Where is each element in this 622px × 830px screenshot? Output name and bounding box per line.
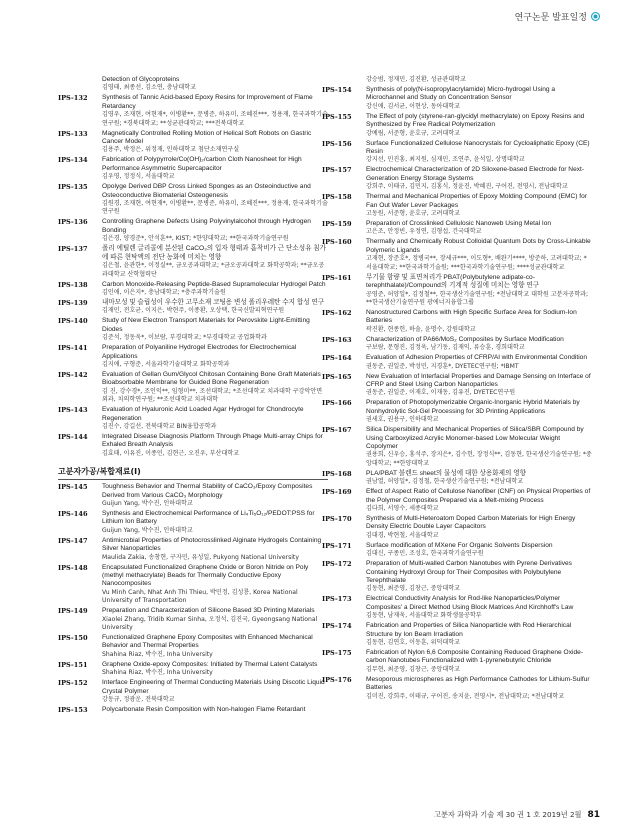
entry-body [366,515,592,540]
program-entry [58,156,328,181]
entry-title: Nanostructured Carbons with High Specific Surface Area for Sodium-Ion Batteries [366,308,577,325]
entry-title: Preparation and Characterization of Silicone Based 3D Printing Materials [102,607,315,615]
entry-id: IPS-152 [58,679,88,688]
entry-authors: 김준석, 정동욱*, 이보람, 부경대학교; *부경대학교 공업화학과 [102,334,267,342]
entry-title: The Effect of poly (styrene-ran-glycidyl methacrylate) on Epoxy Resins and Synthesized by Free Radical Polymerization [366,112,585,129]
entry-title: Mesoporous microspheres as High Performance Cathodes for Lithium-Sulfur Batteries [366,675,590,692]
entry-id: IPS-159 [322,220,352,229]
entry-title: Carbon Monoxide-Releasing Peptide-Based Supramolecular Hydrogel Patch [102,280,326,288]
entry-body [102,406,328,431]
entry-authors: Shahina Riaz, 박수진, Inha University [102,669,213,677]
entry-title: Study of New Electron Transport Materials for Perovskite Light-Emitting Diodes [102,317,310,333]
program-entry [58,281,328,298]
entry-title: Electrical Conductivity Analysis for Rod-like Nanoparticles/Polymer Composites' a Direct Method Using Block Matrices And Kirchhoff's Law [366,595,574,611]
entry-title: Preparation of Photopolymerizable Organic-Inorganic Hybrid Materials by Nonhydrolytic Sol-Gel Processing for 3D Printing Applications [366,399,580,415]
entry-body [366,166,592,191]
entry-authors: 강희주, 이태규, 김민지, 김홍식, 정윤진, 박혜진, 구어진, 전영시, 전남대학교 [366,183,568,191]
entry-title: Controlling Graphene Defects Using Polyvinylalcohol through Hydrogen Bonding [102,218,311,234]
program-entry [58,245,328,279]
entry-authors: 김 진, 강수경*, 조인익**, 임형미**, 조선대학교; *조선대학교 치과대학 구강악안면외과, 치의학연구원; **조선대학교 치과대학 [102,387,323,404]
entry-body [102,679,328,704]
entry-authors: 강신애, 김서균, 이현상, 동아대학교 [366,102,461,110]
program-entry [58,218,328,243]
entry-body [366,373,592,398]
entry-authors: 공영준, 허양일*, 김정철**, 한국생산기술연구원; *전남대학교 대학원 고분자공학과; **한국생산기술연구원 광에너지융합그룹 [366,290,589,306]
program-entry [58,537,328,562]
entry-authors: 김동현, 남재욱, 서울대학교 화학생물공학부 [366,612,482,620]
left-entries [58,76,328,458]
entry-body [366,76,592,84]
program-entry [58,299,328,316]
entry-authors: 김다희, 서영수, 세종대학교 [366,505,439,512]
entry-id: IPS-169 [322,488,352,497]
entry-authors: Maulida Zakia, 송창현, 구자민, 유성일, Pukyong National University [102,553,299,561]
program-entry [322,622,592,647]
entry-id: IPS-160 [322,238,352,247]
entry-title: Synthesis and Electrochemical Performance of Li₄Ti₅O₁₂/PEDOT:PSS for Lithium Ion Battery [102,510,315,526]
entry-title: Interface Engineering of Thermal Conducting Materials Using Discotic Liquid Crystal Polymer [102,679,325,695]
entry-body [366,649,592,674]
entry-body [366,399,592,424]
entry-title: 무기물 함량 및 표면처리가 PBAT(Polybutylene adipate-co-terephthalate)/Compound의 기계적 성질에 미치는 영향 연구 [366,273,540,290]
section-header [515,10,600,23]
program-entry [322,166,592,191]
program-entry [322,649,592,674]
entry-title: 내마모성 및 슬립성이 우수한 고무소재 코팅용 변성 폴리우레탄 수지 합성 연구 [102,298,325,306]
entry-title: Synthesis of poly(N-isopropylacrylamide) Micro-hydrogel Using a Microchannel and Study on Concentration Sensor [366,86,556,102]
entry-id: IPS-156 [322,139,352,148]
entry-body [102,634,328,659]
entry-body [102,281,328,298]
entry-id: IPS-146 [58,510,88,518]
program-entry [58,94,328,128]
entry-authors: 권남열, 허양일*, 김정철, 한국생산기술연구원; *전남대학교 [366,478,524,486]
entry-authors: 김재민, 전호균, 이지은, 박현주, 이종환, 오상택, 한국신발피혁연구원 [102,307,285,315]
entry-title: Fabrication of Polypyrrole/Co(OH)₂/carbon Cloth Nanosheet for High Performance Asymmetric Supercapacitor [102,156,302,172]
entry-id: IPS-157 [322,166,352,175]
entry-id: IPS-172 [322,560,352,569]
entry-id: IPS-167 [322,426,352,435]
entry-id: IPS-145 [58,483,88,492]
entry-authors: 권동준, 권일준, 박성민, 지경훈*, DYETEC연구원; *IBMT [366,362,519,370]
entry-authors: 김은경, 양경준*, 안석훈**, KIST; *한양대학교; **한국과학기술연구원 [102,235,289,243]
entry-id: IPS-134 [58,156,88,165]
program-entry [58,130,328,155]
entry-title: Preparation of Polyaniline Hydrogel Electrodes for Electrochemical Applications [102,344,297,360]
entry-title: Fabrication of Nylon 6,6 Composite Containing Reduced Graphene Oxide-carbon Nanotubes Functionalized with 1-pyrenebutyric Chloride [366,649,583,665]
entry-body [102,94,328,128]
entry-authors: 김지애, 구형준, 서울과학기술대학교 화학공학과 [102,360,230,368]
program-entry [322,354,592,371]
program-entry [322,488,592,513]
entry-id: IPS-154 [322,86,352,94]
entry-id: IPS-147 [58,536,88,545]
entry-body [366,113,592,138]
entry-authors: 권동준, 권일준, 이재호, 이재동, 김유진, DYETEC연구원 [366,389,516,397]
entry-authors: 김원경, 조재현, 여현재*, 이병환**, 문병준, 하유미, 조혜진***, 정용재, 한국과학기술연구원 [102,200,328,216]
entry-id: IPS-174 [322,622,352,631]
program-entry [322,426,592,468]
entry-title: New Evaluation of Interfacial Properties and Damage Sensing on Interface of CFRP and Steel Using Carbon Nanoparticles [366,372,591,388]
entry-authors: 고은조, 안정빈, 우정연, 김형섭, 건국대학교 [366,228,482,236]
entry-body [366,238,592,272]
entry-id: IPS-141 [58,344,88,353]
entry-title: Surface modification of MXene For Organic Solvents Dispersion [366,541,553,549]
entry-id: IPS-142 [58,370,88,379]
entry-authors: 곽진환, 현종헌, 하솔, 윤명수, 강원대학교 [366,325,476,333]
entry-authors: 고동원, 서준형, 윤호규, 고려대학교 [366,210,461,218]
program-entry [58,183,328,217]
entry-id: IPS-140 [58,317,88,326]
entry-id: IPS-163 [322,335,352,344]
program-entry [58,510,328,535]
entry-authors: 권세호, 권용구, 인하대학교 [366,416,439,424]
entry-body [102,344,328,369]
program-entry [322,399,592,424]
program-entry [58,607,328,632]
page-number: 81 [587,810,600,820]
program-entry [322,595,592,620]
entry-title: Synthesis of Tannic Acid-based Epoxy Resins for Improvement of Flame Retardancy [102,94,313,110]
entry-id: IPS-170 [322,515,352,523]
entry-body [366,595,592,620]
entry-id: IPS-149 [58,607,88,616]
entry-authors: 구보람, 문형진, 김정욱, 남기동, 김재익, 류승훈, 경희대학교 [366,344,525,352]
entry-authors: 강동규, 정광운, 전북대학교 [102,696,175,704]
program-entry [322,373,592,398]
entry-title: Evaluation of Gellan Gum/Glycol Chitosan Containing Bone Graft Materials Bioabsorbable Membrane for Guided Bone Regeneration [102,370,321,387]
entry-id: IPS-139 [58,298,88,307]
program-entry [322,676,592,701]
entry-body [102,156,328,181]
entry-authors: 고재현, 장준호*, 정병국**, 장세규***, 이도형*, 배완기****, 방준하, 고려대학교; *서울대학교; **한국과학기술원; ***한국과학기술연구원; ****성균관대학교 [366,255,587,271]
program-entry [322,86,592,111]
right-column [322,76,592,703]
entry-authors: 김은철, 윤관한*, 이정실**, 금오공과대학교; *금오공과대학교 화학공학과; **금오공과대학교 산학협력단 [102,262,325,278]
entry-id: IPS-166 [322,399,352,408]
entry-authors: 권용희, 신우승, 홍석주, 장지은*, 김수헌, 장정식**, 김동현, 한국생산기술연구원; *중앙대학교; **한양대학교 [366,451,592,467]
section-header-label: 연구논문 발표일정 [514,13,587,23]
entry-authors: 김동현, 최준영, 김창근, 중앙대학교 [366,585,461,593]
entry-authors: Shahina Riaz, 박수진, Inha University [102,650,213,658]
entry-authors: 김대경, 박현철, 서울대학교 [366,531,439,539]
entry-title: Detection of Glycoproteins [102,76,180,83]
program-entry [58,433,328,458]
program-entry [58,317,328,342]
entry-authors: 김용주, 박정은, 위정재, 인하대학교 첨단소재연구실 [102,146,240,154]
entry-body [366,140,592,165]
entry-body [366,676,592,701]
entry-id: IPS-158 [322,193,352,202]
entry-body [366,470,592,487]
entry-body [102,537,328,562]
entry-body [102,510,328,535]
page-header [0,0,622,34]
program-entry [322,542,592,559]
entry-body [366,560,592,594]
entry-authors: 강예림, 서준형, 윤호규, 고려대학교 [366,129,461,137]
entry-title: Silica Dispersibility and Mechanical Properties of Silica/SBR Compound by Using Carboxylized Acrylic Monomer-based Low Molecular Weight Copolymer [366,426,584,450]
program-entry [322,193,592,218]
entry-title: Polycarbonate Resin Composition with Non-halogen Flame Retardant [102,706,306,714]
program-entry [322,238,592,272]
program-entry [322,560,592,594]
program-entry [58,483,328,508]
entry-title: Magnetically Controlled Rolling Motion of Helical Soft Robots on Gastric Cancer Model [102,129,312,146]
entry-title: Toughness Behavior and Thermal Stability of CaCO₃/Epoxy Composites Derived from Various CaCO₃ Morphology [102,483,313,499]
program-entry [322,140,592,165]
program-entry [322,274,592,308]
entry-title: Evaluation of Adhesion Properties of CFRP/Al with Environmental Condition [366,354,588,362]
entry-authors: 김영태, 최종선, 김소연, 충남대학교 [102,84,197,92]
entry-body [102,245,328,279]
entry-id: IPS-135 [58,183,88,192]
program-entry [322,76,592,84]
entry-title: Encapsulated Functionalized Graphene Oxide or Boron Nitride on Poly (methyl methacrylate) Beads for Thermally Conductive Epoxy Nanocomposites [102,563,309,588]
entry-id: IPS-165 [322,372,352,381]
entry-body [102,218,328,243]
entry-id: IPS-143 [58,406,88,415]
entry-id: IPS-168 [322,469,352,478]
entry-id: IPS-155 [322,112,352,121]
entry-body [366,220,592,237]
entry-id: IPS-138 [58,280,88,289]
entry-id: IPS-133 [58,129,88,138]
entry-authors: 김무현, 최준영, 김창근, 중앙대학교 [366,665,461,673]
entry-id: IPS-173 [322,595,352,604]
entry-body [102,371,328,405]
entry-body [102,76,328,93]
entry-id: IPS-164 [322,354,352,363]
entry-title: Effect of Aspect Ratio of Cellulose Nanofiber (CNF) on Physical Properties of the Polymer Composites Prepared via a Melt-mixing Process [366,488,591,504]
program-entry [58,344,328,369]
entry-title: Integrated Disease Diagnosis Platform Through Phage Multi-array Chips for Exhaled Breath Analysis [102,432,323,449]
program-entry [322,309,592,334]
entry-title: Functionalized Graphene Epoxy Composites with Enhanced Mechanical Behavior and Thermal Properties [102,634,313,650]
left-column [58,76,328,716]
entry-id [58,76,102,93]
entry-id: IPS-136 [58,218,88,227]
entry-id [322,76,366,84]
entry-authors: 김동현, 김연호, 이동훈, 위덕대학교 [366,639,461,647]
entry-title: Evaluation of Hyaluronic Acid Loaded Agar Hydrogel for Chondrocyte Regeneration [102,406,304,422]
program-entry [322,220,592,237]
entry-body [366,426,592,468]
entry-body [366,86,592,111]
program-entry [58,679,328,704]
entry-body [366,274,592,308]
program-entry [58,564,328,606]
entry-authors: Vu Minh Canh, Nhat Anh Thi Thieu, 박민정, 김성룡, Korea National University of Transportation [102,588,298,605]
entry-authors: 강지선, 민진홍, 최지원, 심재민, 조연주, 윤석일, 상명대학교 [366,156,525,164]
entry-body [102,607,328,632]
entry-id: IPS-176 [322,675,352,684]
entry-authors: Guijun Yang, 박수진, 인하대학교 [102,500,193,507]
journal-info: 고분자 과학과 기술 제 30 권 1 호 2019년 2월 [434,810,582,819]
entry-body [366,542,592,559]
entry-authors: 김진수, 강길선, 전북대학교 BIN융합공학과 [102,422,217,430]
entry-title: Surface Functionalized Cellulose Nanocrystals for Cycloaliphatic Epoxy (CE) Resin [366,139,590,156]
program-entry [58,706,328,714]
entry-body [366,488,592,513]
entry-id: IPS-153 [58,706,88,715]
entry-title: PLA/PBAT 블렌드 sheet의 물성에 대한 상용화제의 영향 [366,469,526,477]
entry-title: Graphene Oxide-epoxy Composites: Initiated by Thermal Latent Catalysts [102,660,318,668]
entry-title: Thermally and Chemically Robust Colloidal Quantum Dots by Cross-Linkable Polymeric Ligands [366,238,591,254]
program-entry [58,634,328,659]
entry-id: IPS-137 [58,245,88,254]
entry-id: IPS-132 [58,94,88,103]
entry-body [366,354,592,371]
entry-title: Antimicrobial Properties of Photocrosslinked Alginate Hydrogels Containing Silver Nanoparticles [102,536,322,553]
entry-authors: 김영우, 조재현, 여현재*, 이병환**, 문병준, 하유미, 조혜진***, 정용재, 한국과학기술연구원; *경북대학교; **성균관대학교; ***전북대학교 [102,111,328,127]
entry-body [366,336,592,353]
entry-id: IPS-144 [58,432,88,441]
entry-id: IPS-148 [58,563,88,572]
entry-title: Characterization of PA66/MoS₂ Composites by Surface Modification [366,335,564,343]
entry-title: Synthesis of Multi-Heteroatom Doped Carbon Materials for High Energy Density Electric Double Layer Capacitors [366,515,576,531]
entry-title: Preparation of Multi-walled Carbon Nanotubes with Pyrene Derivatives Containing Hydroxyl Group for Their Composites with Polybutylene Terephthalate [366,560,572,585]
entry-body [102,706,328,714]
entry-body [366,309,592,334]
section-title: 고분자가공/복합재료(I) [58,466,328,480]
entry-body [102,299,328,316]
program-entry [58,661,328,678]
entry-body [102,130,328,155]
entry-id: IPS-150 [58,634,88,643]
entry-body [366,622,592,647]
program-entry [58,76,328,93]
entry-id: IPS-151 [58,660,88,669]
entry-body [102,317,328,342]
right-entries [322,76,592,701]
entry-title: Electrochemical Characterization of 2D Siloxene-based Electrode for Next-Generation Energy Storage Systems [366,166,585,182]
entry-title: Opolyge Derived DBP Cross Linked Sponges as an Osteoinductive and Osteoconductive Biomaterial Osteogenesis [102,183,311,199]
program-entry [58,371,328,405]
entry-authors: 김인애, 이은지*, 충남대학교; *충주과학기술원 [102,288,226,296]
entry-body [102,564,328,606]
entry-authors: 김미진, 강희주, 이태규, 구어진, 송지윤, 전영시*, 전남대학교; *전남대학교 [366,692,565,700]
program-entry [58,406,328,431]
entry-body [102,433,328,458]
entry-title: Fabrication and Properties of Silica Nanoparticle with Rod Hierarchical Structure by Ion Beam Irradiation [366,622,572,638]
entry-authors: Xiaolei Zhang, Tridib Kumar Sinha, 오정석, 김진국, Gyeongsang National University [102,615,318,632]
program-entry [322,113,592,138]
entry-title: Preparation of Crosslinked Cellulosic Nanoweb Using Metal Ion [366,220,552,228]
entry-authors: Guijun Yang, 박수진, 인하대학교 [102,526,193,534]
entry-authors: 김대신, 구종민, 조성호, 한국과학기술연구원 [366,550,484,558]
program-entry [322,515,592,540]
entry-id: IPS-171 [322,541,352,550]
entry-body [102,183,328,217]
left-entries-section [58,483,328,714]
entry-id: IPS-161 [322,273,352,282]
entry-body [102,483,328,508]
entry-body [102,661,328,678]
entry-title: 폴리 에틸렌 글리콜에 분산된 CaCO₃의 입자 형태과 흡착비가 근 단소성유 침가에 따른 현탁액의 전단 농화에 미치는 영향 [102,245,327,261]
page-footer [434,810,600,820]
program-entry [322,470,592,487]
circle-bullet-icon [591,12,600,21]
entry-id: IPS-175 [322,649,352,658]
entry-title: Thermal and Mechanical Properties of Epoxy Molding Compound (EMC) for Fan Out Wafer Lever Packages [366,193,587,209]
entry-id: IPS-162 [322,308,352,317]
entry-authors: 김효태, 이유진, 이종민, 김현근, 오진우, 부산대학교 [102,449,240,457]
entry-authors: 김우영, 정정식, 서울대학교 [102,173,175,181]
entry-authors: 강승범, 정재민, 김진환, 성균관대학교 [366,76,466,83]
entry-body [366,193,592,218]
program-entry [322,336,592,353]
